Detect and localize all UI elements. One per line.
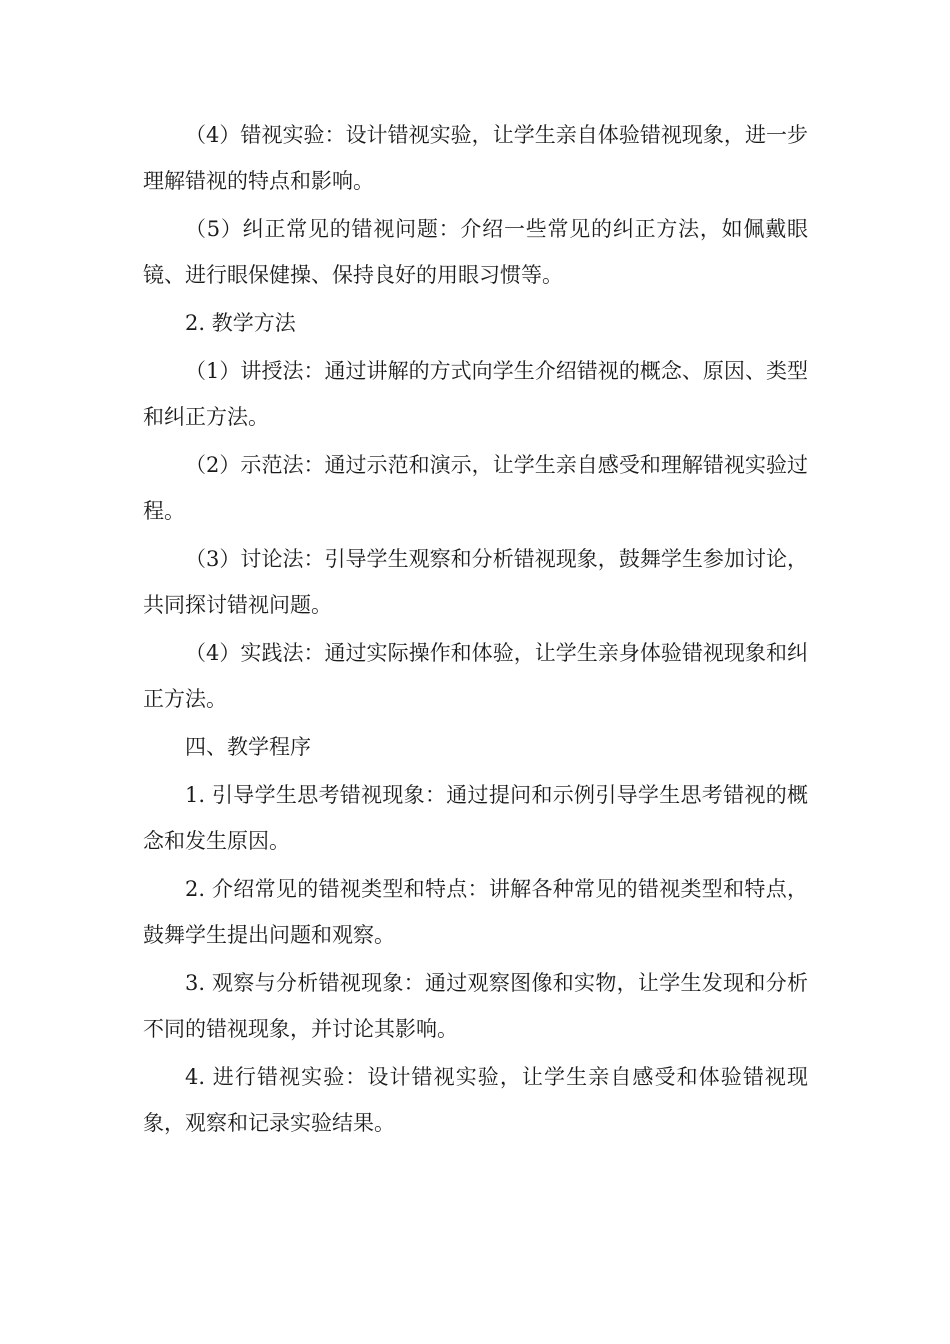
- paragraph-experiment: （4）错视实验：设计错视实验，让学生亲自体验错视现象，进一步理解错视的特点和影响。: [143, 123, 808, 193]
- section-heading-methods: 2. 教学方法: [185, 311, 296, 335]
- paragraph-practice-method: （4）实践法：通过实际操作和体验，让学生亲身体验错视现象和纠正方法。: [143, 641, 808, 711]
- section-heading-procedure: 四、教学程序: [185, 735, 311, 759]
- paragraph-lecture-method: （1）讲授法：通过讲解的方式向学生介绍错视的概念、原因、类型和纠正方法。: [143, 359, 808, 429]
- paragraph-step-3: 3. 观察与分析错视现象：通过观察图像和实物，让学生发现和分析不同的错视现象，并讨论其影响。: [143, 971, 808, 1041]
- paragraph-step-1: 1. 引导学生思考错视现象：通过提问和示例引导学生思考错视的概念和发生原因。: [143, 783, 808, 853]
- paragraph-demo-method: （2）示范法：通过示范和演示，让学生亲自感受和理解错视实验过程。: [143, 453, 808, 523]
- paragraph-correction: （5）纠正常见的错视问题：介绍一些常见的纠正方法，如佩戴眼镜、进行眼保健操、保持良好的用眼习惯等。: [143, 217, 808, 287]
- paragraph-step-2: 2. 介绍常见的错视类型和特点：讲解各种常见的错视类型和特点，鼓舞学生提出问题和观察。: [143, 877, 808, 947]
- paragraph-step-4: 4. 进行错视实验：设计错视实验，让学生亲自感受和体验错视现象，观察和记录实验结果。: [143, 1065, 808, 1135]
- paragraph-discussion-method: （3）讨论法：引导学生观察和分析错视现象，鼓舞学生参加讨论，共同探讨错视问题。: [143, 547, 808, 617]
- document-body: [143, 112, 808, 1148]
